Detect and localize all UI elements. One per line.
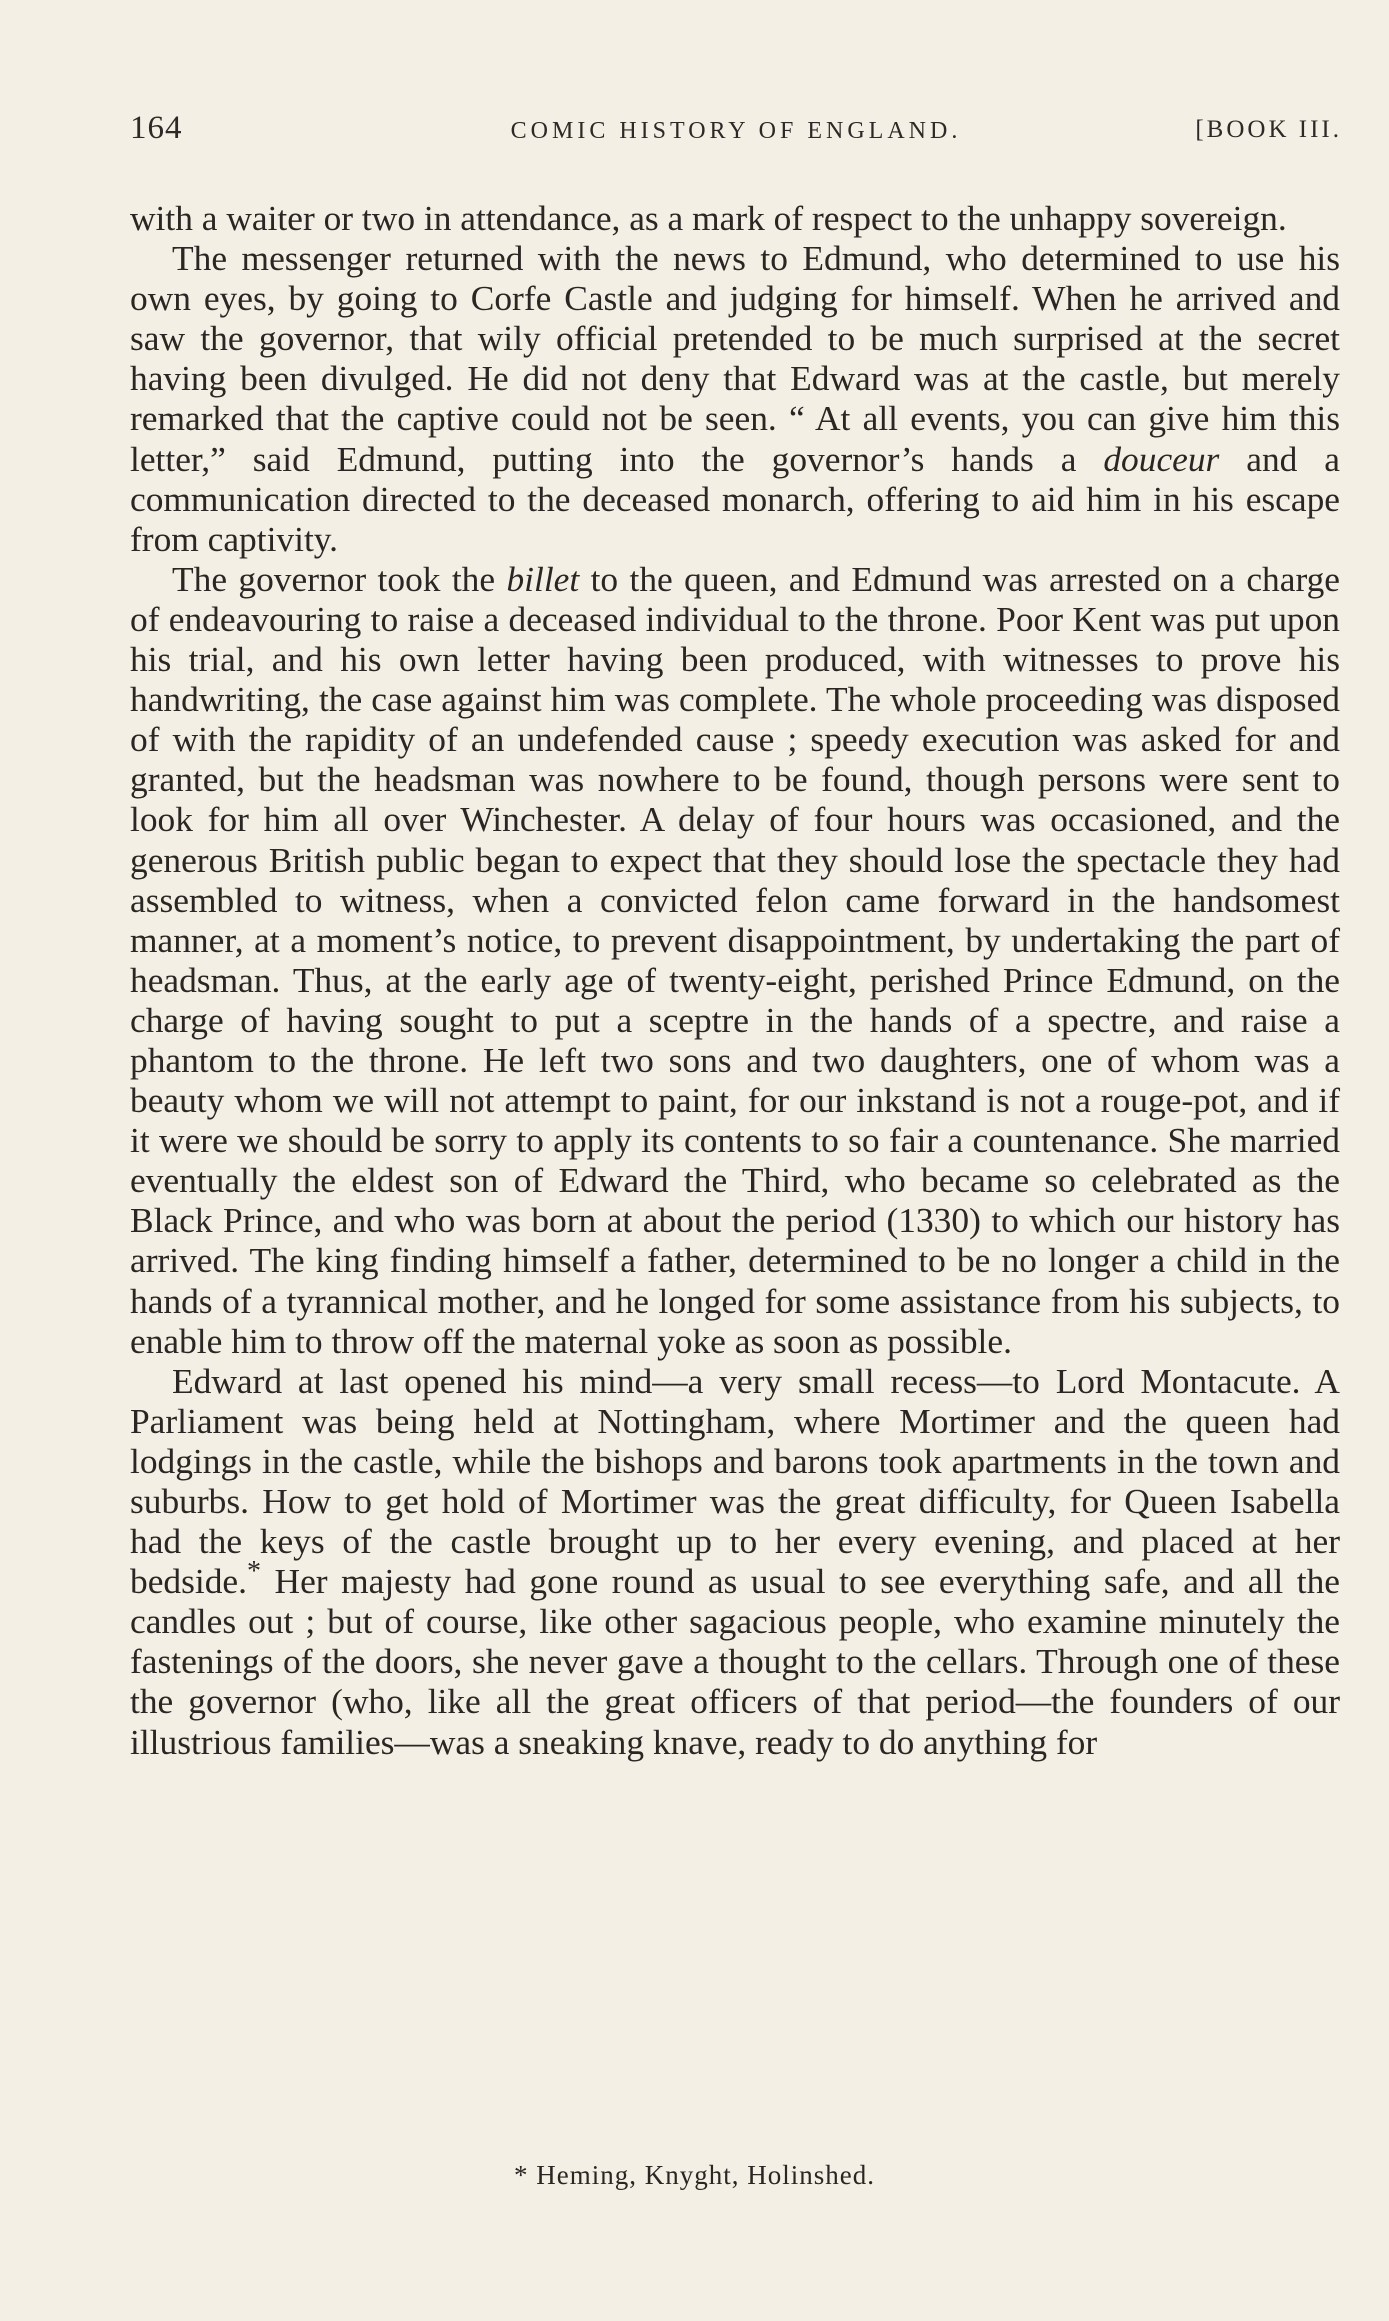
running-title: COMIC HISTORY OF ENGLAND. [510,118,962,144]
book-label: [BOOK III. [1195,116,1342,143]
page-number: 164 [130,110,183,146]
paragraph-2-text-b: and a communication directed to the deceased monarch, offering to aid him in his escape from captivity. [130,438,1340,559]
footnote: * Heming, Knyght, Holinshed. [514,2160,875,2190]
paragraph-2-italic: douceur [1103,438,1220,479]
running-header [130,110,1342,170]
paragraph-3-text-a: The governor took the [172,558,507,599]
paragraph-1 [130,198,1340,238]
paragraph-2 [130,238,1340,559]
paragraph-4-text-a: Edward at last opened his mind—a very small recess—to Lord Montacute. A Parliament was being held at Nottingham, where Mortimer and the queen had lodgings in the castle, while the bishops and barons took apartments in the town and suburbs. How to get hold of Mortimer was the great difficulty, for Queen Isabella had the keys of the castle brought up to her every evening, and placed at her bedside. [130,1360,1340,1602]
paragraph-4-text-b: Her majesty had gone round as usual to see everything safe, and all the candles out ; but of course, like other sagacious people, who examine minutely the fastenings of the doors, she never gave a thought to the cellars. Through one of these the governor (who, like all the great officers of that period—the founders of our illustrious families—was a sneaking knave, ready to do anything for [130,1561,1340,1762]
body-text [130,198,1340,1762]
footnote-marker: * [246,1556,261,1588]
paragraph-2-text-a: The messenger returned with the news to Edmund, who determined to use his own eyes, by going to Corfe Castle and judging for himself. When he arrived and saw the governor, that wily official pretended to be much surprised at the secret having been divulged. He did not deny that Edward was at the castle, but merely remarked that the captive could not be seen. “ At all events, you can give him this letter,” said Edmund, putting into the governor’s hands a [130,238,1340,479]
paragraph-3 [130,559,1340,1361]
paragraph-3-text-b: to the queen, and Edmund was arrested on a charge of endeavouring to raise a deceased individual to the throne. Poor Kent was put upon his trial, and his own letter having been produced, with witnesses to prove his handwriting, the case against him was complete. The whole proceeding was disposed of with the rapidity of an undefended cause ; speedy execution was asked for and granted, but the headsman was nowhere to be found, though persons were sent to look for him all over Winchester. A delay of four hours was occasioned, and the generous British public began to expect that they should lose the spectacle they had assembled to witness, when a convicted felon came forward in the handsomest manner, at a moment’s notice, to prevent disappointment, by undertaking the part of headsman. Thus, at the early age of twenty-eight, perished Prince Edmund, on the charge of having sought to put a sceptre in the hands of a spectre, and raise a phantom to the throne. He left two sons and two daughters, one of whom was a beauty whom we will not attempt to paint, for our inkstand is not a rouge-pot, and if it were we should be sorry to apply its contents to so fair a countenance. She married eventually the eldest son of Edward the Third, who became so celebrated as the Black Prince, and who was born at about the period (1330) to which our history has arrived. The king finding himself a father, determined to be no longer a child in the hands of a tyrannical mother, and he longed for some assistance from his subjects, to enable him to throw off the maternal yoke as soon as possible. [130,558,1340,1361]
paragraph-3-italic: billet [506,558,580,599]
paragraph-1-text: with a waiter or two in attendance, as a mark of respect to the unhappy sovereign. [130,198,1287,238]
paragraph-4 [130,1361,1340,1762]
